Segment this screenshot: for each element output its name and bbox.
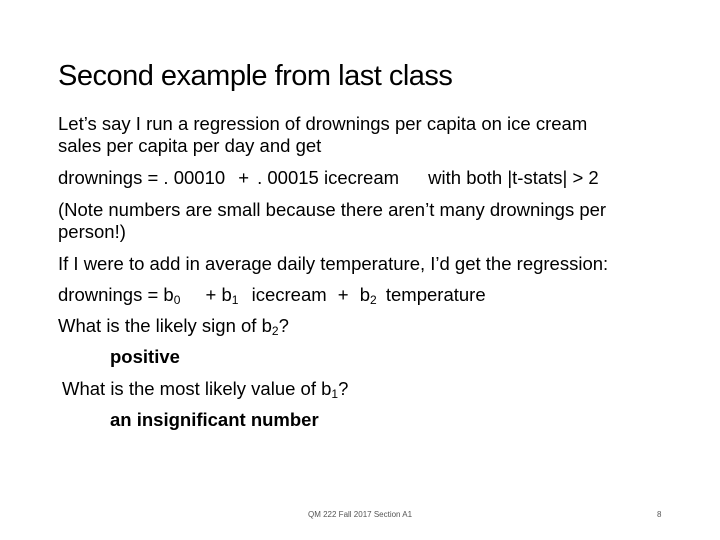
intro-line-1: Let’s say I run a regression of drownings per capita on ice cream — [58, 113, 588, 134]
regression-2-b2-subscript: 2 — [370, 293, 377, 307]
question-2-end: ? — [338, 378, 349, 399]
regression-1-line — [58, 167, 599, 189]
question-2-subscript: 1 — [331, 387, 339, 401]
regression-2-line — [58, 284, 486, 311]
answer-2: an insignificant number — [110, 409, 319, 430]
regression-2-plus-2: + — [337, 284, 349, 305]
regression-2-b2: b — [359, 284, 371, 305]
regression-1-constant: . 00010 — [163, 167, 226, 188]
slide-title: Second example from last class — [58, 60, 453, 92]
regression-1-coefficient: . 00015 icecream — [257, 167, 400, 188]
intro-line-2: sales per capita per day and get — [58, 135, 322, 156]
regression-2-b1-subscript: 1 — [231, 293, 239, 307]
regression-2-plus-b1: + b — [205, 284, 232, 305]
question-1-subscript: 2 — [271, 324, 279, 338]
question-1-text: What is the likely sign of b — [58, 315, 272, 336]
regression-2-icecream: icecream — [251, 284, 327, 305]
note-line-1: (Note numbers are small because there aren’t many drownings per — [58, 199, 607, 220]
question-1-end: ? — [278, 315, 289, 336]
question-2-text: What is the most likely value of b — [62, 378, 332, 399]
question-2 — [62, 378, 348, 405]
regression-2-b0-subscript: 0 — [173, 293, 181, 307]
regression-1-plus: + — [238, 167, 250, 188]
regression-1-t-stat-note: with both |t-stats| > 2 — [428, 167, 599, 188]
regression-2-intro: If I were to add in average daily temperature, I’d get the regression: — [58, 253, 609, 274]
regression-1-lhs: drownings = — [58, 167, 164, 188]
question-1 — [58, 315, 289, 342]
answer-1: positive — [110, 346, 180, 367]
footer-page-number: 8 — [657, 510, 662, 519]
regression-2-lhs: drownings = b — [58, 284, 174, 305]
footer-course: QM 222 Fall 2017 Section A1 — [308, 510, 413, 519]
regression-2-temperature: temperature — [385, 284, 486, 305]
note-line-2: person!) — [58, 221, 126, 242]
